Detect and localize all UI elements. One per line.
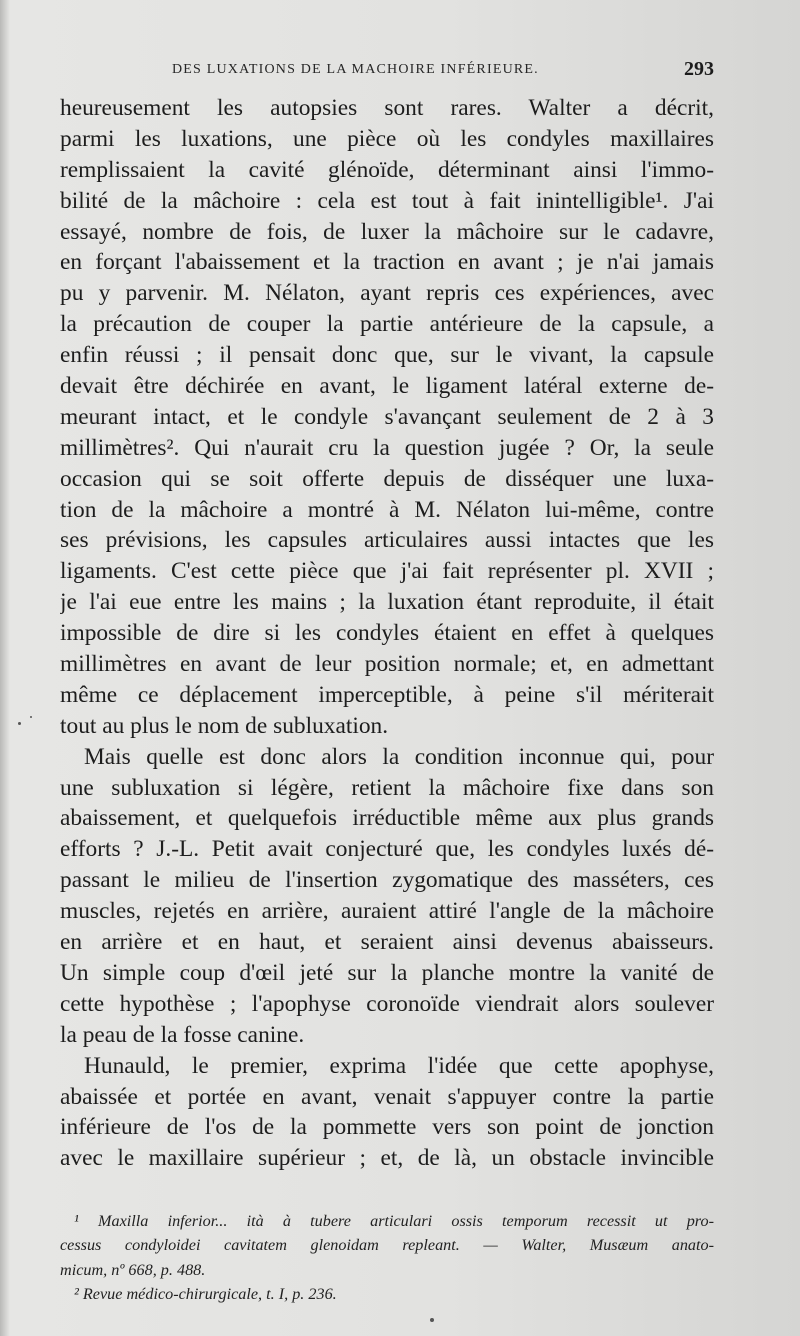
- text-line: en forçant l'abaissement et la traction en avant ; je n'ai jamais: [60, 249, 714, 276]
- footnote-line: cessus condyloidei cavitatem glenoidam repleant. — Walter, Musæum anato-: [60, 1236, 714, 1255]
- text-line: une subluxation si légère, retient la mâchoire fixe dans son: [60, 774, 714, 801]
- text-line: avec le maxillaire supérieur ; et, de là, un obstacle invincible: [60, 1145, 714, 1172]
- running-head: DES LUXATIONS DE LA MACHOIRE INFÉRIEURE.: [172, 62, 539, 77]
- text-line: cette hypothèse ; l'apophyse coronoïde viendrait alors soulever: [60, 990, 714, 1017]
- text-line: millimètres². Qui n'aurait cru la question jugée ? Or, la seule: [60, 434, 714, 461]
- text-line: meurant intact, et le condyle s'avançant seulement de 2 à 3: [60, 403, 714, 430]
- text-line: devait être déchirée en avant, le ligament latéral externe de-: [60, 373, 714, 400]
- text-line: remplissaient la cavité glénoïde, déterminant ainsi l'immo-: [60, 156, 714, 183]
- page-edge-shadow: [0, 0, 10, 1336]
- text-line: ses prévisions, les capsules articulaires aussi intactes que les: [60, 527, 714, 554]
- text-line: essayé, nombre de fois, de luxer la mâchoire sur le cadavre,: [60, 218, 714, 245]
- text-line: enfin réussi ; il pensait donc que, sur le vivant, la capsule: [60, 342, 714, 369]
- text-line: tion de la mâchoire a montré à M. Nélaton lui-même, contre: [60, 496, 714, 523]
- ink-speck: [430, 1318, 434, 1322]
- footnotes: [60, 1209, 714, 1307]
- text-line: parmi les luxations, une pièce où les condyles maxillaires: [60, 125, 714, 152]
- footnote-line: ² Revue médico-chirurgicale, t. I, p. 236.: [74, 1285, 337, 1304]
- text-line: en arrière et en haut, et seraient ainsi devenus abaisseurs.: [60, 929, 714, 956]
- text-line-paragraph-start: Hunauld, le premier, exprima l'idée que cette apophyse,: [84, 1052, 714, 1079]
- text-line: millimètres en avant de leur position normale; et, en admettant: [60, 651, 714, 678]
- text-line: abaissement, et quelquefois irréductible même aux plus grands: [60, 805, 714, 832]
- text-line: même ce déplacement imperceptible, à peine s'il mériterait: [60, 681, 714, 708]
- page-header: [60, 58, 714, 86]
- text-line: inférieure de l'os de la pommette vers son point de jonction: [60, 1114, 714, 1141]
- text-line-paragraph-start: Mais quelle est donc alors la condition inconnue qui, pour: [84, 743, 714, 770]
- text-line-paragraph-end: la peau de la fosse canine.: [60, 1021, 305, 1048]
- text-line: passant le milieu de l'insertion zygomatique des masséters, ces: [60, 867, 714, 894]
- text-line-paragraph-end: tout au plus le nom de subluxation.: [60, 712, 389, 739]
- text-line: ligaments. C'est cette pièce que j'ai fait représenter pl. XVII ;: [60, 558, 714, 585]
- text-line: efforts ? J.-L. Petit avait conjecturé que, les condyles luxés dé-: [60, 836, 714, 863]
- text-line: occasion qui se soit offerte depuis de disséquer une luxa-: [60, 465, 714, 492]
- footnote-line: ¹ Maxilla inferior... ità à tubere articulari ossis temporum recessit ut pro-: [74, 1212, 714, 1230]
- text-line: la précaution de couper la partie antérieure de la capsule, a: [60, 311, 714, 338]
- ink-speck: [18, 722, 21, 725]
- text-line: je l'ai eue entre les mains ; la luxation étant reproduite, il était: [60, 589, 714, 616]
- text-line: impossible de dire si les condyles étaient en effet à quelques: [60, 620, 714, 647]
- text-line: Un simple coup d'œil jeté sur la planche montre la vanité de: [60, 959, 714, 986]
- text-line: heureusement les autopsies sont rares. Walter a décrit,: [60, 95, 714, 121]
- ink-speck: [30, 716, 32, 718]
- footnote-line: micum, nº 668, p. 488.: [60, 1260, 206, 1279]
- text-line: bilité de la mâchoire : cela est tout à fait inintelligible¹. J'ai: [60, 187, 714, 214]
- text-line: abaissée et portée en avant, venait s'appuyer contre la partie: [60, 1083, 714, 1110]
- page-number: 293: [684, 58, 714, 80]
- text-line: pu y parvenir. M. Nélaton, ayant repris ces expériences, avec: [60, 280, 714, 307]
- body-text: [60, 93, 714, 1174]
- text-line: muscles, rejetés en arrière, auraient attiré l'angle de la mâchoire: [60, 898, 714, 925]
